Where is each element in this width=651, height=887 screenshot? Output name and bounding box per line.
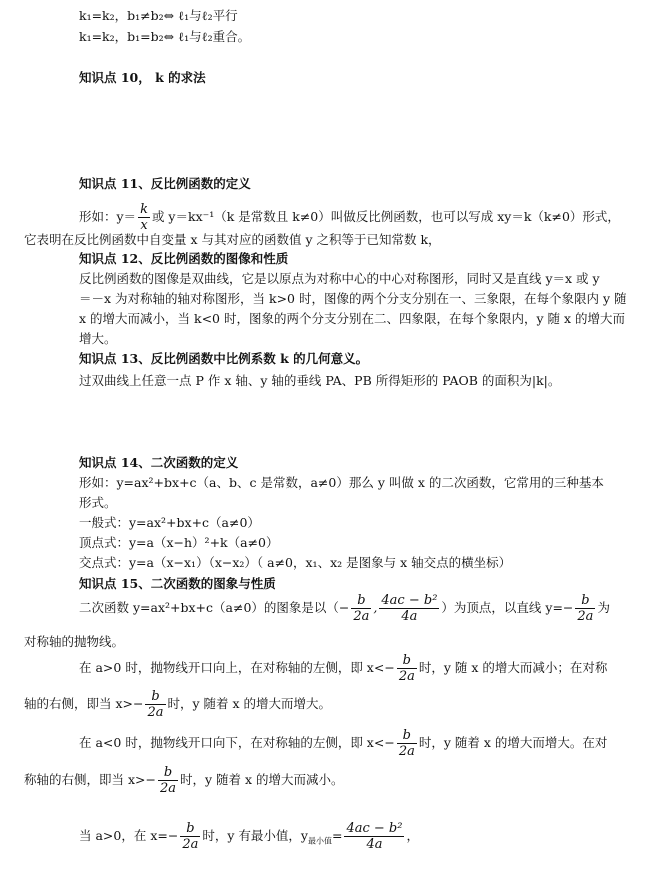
text-line xyxy=(24,686,331,722)
fraction xyxy=(397,728,417,759)
fraction-numerator: b xyxy=(180,821,200,837)
fraction-denominator: 2a xyxy=(398,669,415,684)
fraction xyxy=(158,765,178,796)
minus-sign: − xyxy=(338,600,350,615)
text-line xyxy=(79,650,607,686)
fraction-numerator: b xyxy=(397,653,417,669)
section-heading: 知识点 11、反比例函数的定义 xyxy=(79,176,251,191)
text-line xyxy=(79,590,610,626)
fraction-denominator: 4a xyxy=(401,609,418,624)
text-line xyxy=(79,200,620,234)
text-run: 二次函数 y=ax²+bx+c（a≠0）的图象是以（ xyxy=(79,600,339,615)
fraction xyxy=(145,689,165,720)
fraction-denominator: 2a xyxy=(159,781,177,796)
text-line xyxy=(79,817,419,861)
minus-sign: − xyxy=(167,828,179,843)
equals-sign: = xyxy=(331,828,343,843)
fraction-numerator: 4ac − b² xyxy=(381,593,438,608)
minus-sign: − xyxy=(384,660,395,675)
fraction xyxy=(379,593,439,624)
text-line xyxy=(79,725,607,761)
fraction xyxy=(575,593,595,624)
text-run: 时，y 随着 x 的增大而减小。 xyxy=(180,772,344,787)
text-line: k₁=k₂，b₁≠b₂⇔ ℓ₁与ℓ₂平行 xyxy=(79,8,238,23)
fraction-denominator: x xyxy=(140,218,148,233)
fraction-numerator: b xyxy=(397,728,417,744)
text-run: 在 a<0 时，抛物线开口向下，在对称轴的左侧，即 x< xyxy=(79,735,385,750)
section-heading: 知识点 13、反比例函数中比例系数 k 的几何意义。 xyxy=(79,351,369,366)
fraction-numerator: b xyxy=(351,593,371,609)
subscript: 最小值 xyxy=(307,836,332,846)
fraction xyxy=(351,593,371,624)
text-line: 形式。 xyxy=(79,495,117,510)
fraction xyxy=(397,653,417,684)
text-run: 为 xyxy=(597,600,610,615)
text-line: 一般式：y=ax²+bx+c（a≠0） xyxy=(79,515,260,530)
fraction-denominator: 2a xyxy=(182,837,199,852)
text-run: 在 a>0 时，抛物线开口向上，在对称轴的左侧，即 x< xyxy=(79,660,385,675)
text-line: 形如：y=ax²+bx+c（a、b、c 是常数，a≠0）那么 y 叫做 x 的二次函数，它常用的三种基本 xyxy=(79,475,604,490)
section-heading: 知识点 15、二次函数的图象与性质 xyxy=(79,576,276,591)
fraction-numerator: b xyxy=(575,593,595,609)
fraction-denominator: 2a xyxy=(398,744,415,759)
fraction-denominator: 2a xyxy=(577,609,594,624)
minus-sign: − xyxy=(145,772,156,787)
text-line: k₁=k₂，b₁=b₂⇔ ℓ₁与ℓ₂重合。 xyxy=(79,29,251,44)
fraction-denominator: 4a xyxy=(366,837,383,852)
minus-sign: − xyxy=(562,600,574,615)
text-run: 称轴的右侧，即当 x> xyxy=(24,772,146,787)
text-run: ）为顶点，以直线 y= xyxy=(441,600,563,615)
text-run: 时，y 随着 x 的增大而增大。 xyxy=(167,696,332,711)
section-heading: 知识点 10， k 的求法 xyxy=(79,70,206,85)
fraction xyxy=(138,202,150,233)
text-run: 当 a>0，在 x= xyxy=(79,828,168,843)
section-heading: 知识点 14、二次函数的定义 xyxy=(79,455,239,470)
text-line: ＝－x 为对称轴的轴对称图形，当 k>0 时，图像的两个分支分别在一、三象限，在每个象限内 y 随 xyxy=(79,291,627,306)
comma: , xyxy=(373,600,378,615)
text-run: 时，y 有最小值，y xyxy=(202,828,308,843)
section-heading: 知识点 12、反比例函数的图像和性质 xyxy=(79,251,289,266)
fraction-denominator: 2a xyxy=(147,705,164,720)
text-line: 它表明在反比例函数中自变量 x 与其对应的函数值 y 之积等于已知常数 k， xyxy=(24,232,441,247)
text-line: x 的增大而减小，当 k<0 时，图象的两个分支分别在二、四象限，在每个象限内，y 随 x 的增大而 xyxy=(79,311,626,326)
text-line: 对称轴的抛物线。 xyxy=(24,634,125,649)
fraction-denominator: 2a xyxy=(353,609,370,624)
minus-sign: − xyxy=(133,696,144,711)
text-line: 过双曲线上任意一点 P 作 x 轴、y 轴的垂线 PA、PB 所得矩形的 PAOB 的面积为|k|。 xyxy=(79,373,561,388)
text-run: 时，y 随 x 的增大而减小；在对称 xyxy=(418,660,608,675)
text-line: 交点式：y=a（x−x₁）（x−x₂）（ a≠0，x₁、x₂ 是图象与 x 轴交点的横坐标） xyxy=(79,555,512,570)
fraction xyxy=(344,821,404,852)
text-run: 时，y 随着 x 的增大而增大。在对 xyxy=(418,735,608,750)
text-line: 增大。 xyxy=(79,331,117,346)
text-run: 或 y＝kx⁻¹（k 是常数且 k≠0）叫做反比例函数，也可以写成 xy＝k（k≠0）形式， xyxy=(151,209,620,224)
fraction-numerator: b xyxy=(158,765,178,781)
fraction-numerator: k xyxy=(140,202,148,217)
fraction-numerator: b xyxy=(145,689,165,705)
text-run: 形如：y＝ xyxy=(79,209,137,224)
text-line: 顶点式：y=a（x−h）²+k（a≠0） xyxy=(79,535,279,550)
text-line xyxy=(24,762,344,798)
text-run: ， xyxy=(406,828,419,843)
text-run: 轴的右侧，即当 x> xyxy=(24,696,133,711)
fraction xyxy=(180,821,200,852)
text-line: 反比例函数的图像是双曲线，它是以原点为对称中心的中心对称图形，同时又是直线 y＝x 或 y xyxy=(79,271,600,286)
minus-sign: − xyxy=(384,735,395,750)
fraction-numerator: 4ac − b² xyxy=(346,821,403,836)
